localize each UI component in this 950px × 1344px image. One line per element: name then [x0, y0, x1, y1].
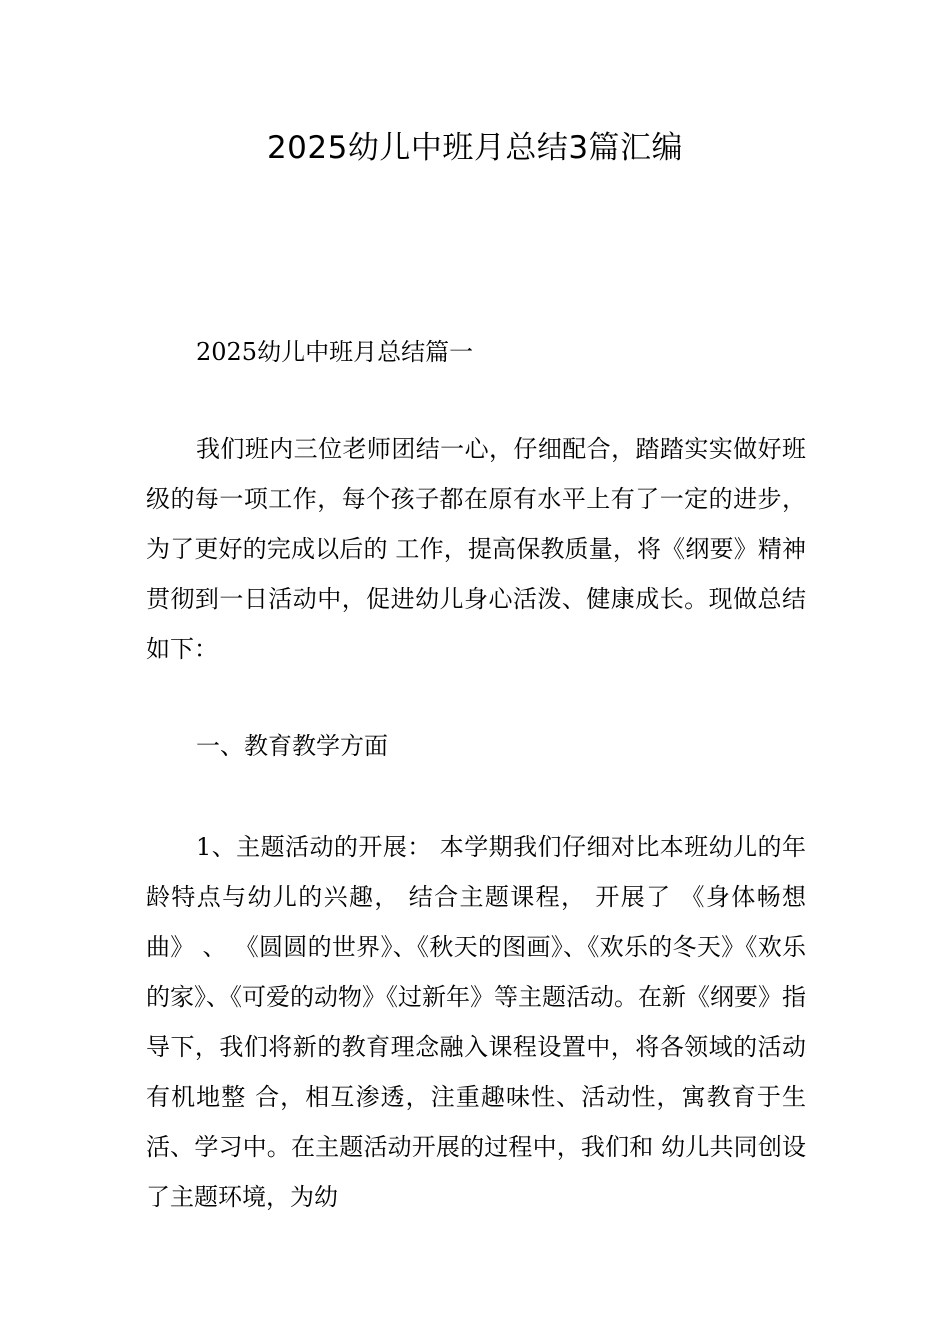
document-title: 2025幼儿中班月总结3篇汇编 — [266, 130, 684, 166]
section-subtitle: 2025幼儿中班月总结篇一 — [196, 338, 474, 366]
section-heading: 一、教育教学方面 — [196, 732, 388, 760]
intro-paragraph: 我们班内三位老师团结一心，仔细配合，踏踏实实做好班级的每一项工作，每个孩子都在原有水平上有了一定的进步，为了更好的完成以后的 工作，提高保教质量，将《纲要》精神贯彻到一日活动中，促进幼儿身心活泼、健康成长。现做总结如下： — [146, 435, 806, 663]
item-paragraph: 1、主题活动的开展： 本学期我们仔细对比本班幼儿的年龄特点与幼儿的兴趣， 结合主题课程， 开展了 《身体畅想曲》 、 《圆圆的世界》、《秋天的图画》、《欢乐的冬天》《欢乐的家》、《可爱的动物》《过新年》等主题活动。在新《纲要》指导下，我们将新的教育理念融入课程设置中，将各领域的活动有机地整 合，相互渗透，注重趣味性、活动性，寓教育于生活、学习中。在主题活动开展的过程中，我们和 幼儿共同创设了主题环境，为幼 — [146, 833, 806, 1211]
